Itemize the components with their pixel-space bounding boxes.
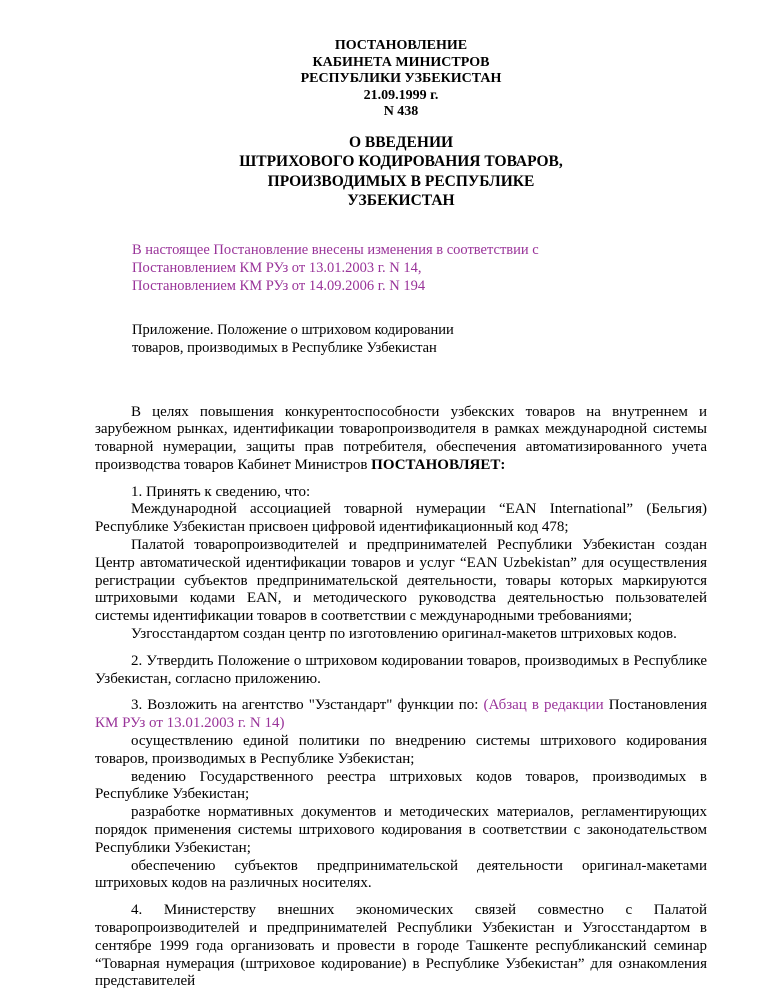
doc-title-line: ПРОИЗВОДИМЫХ В РЕСПУБЛИКЕ bbox=[267, 172, 535, 190]
amendment-note-line-ref-2006: Постановлением КМ РУз от 14.09.2006 г. N 194 bbox=[132, 277, 426, 294]
amendment-note-line-ref-2003: Постановлением КМ РУз от 13.01.2003 г. N 14, bbox=[132, 259, 422, 276]
paragraph-item4: 4. Министерству внешних экономических связей совместно с Палатой товаропроизводителей и предпринимателей Республики Узбекистан и Узгосстандартом в сентябре 1999 года организовать и провести в городе Ташкенте республиканский семинар “Товарная нумерация (штриховое кодирование) в Республике Узбекистан” для ознакомления представителей bbox=[95, 902, 707, 990]
doc-header-line-cabinet: КАБИНЕТА МИНИСТРОВ bbox=[312, 54, 490, 70]
paragraph-intro bbox=[95, 404, 707, 475]
doc-header-line-authority: ПОСТАНОВЛЕНИЕ bbox=[334, 38, 468, 53]
paragraph-item3-sub4: обеспечению субъектов предпринимательской деятельности оригинал-макетами штриховых кодов на различных носителях. bbox=[95, 857, 707, 892]
paragraph-item1-head: 1. Принять к сведению, что: bbox=[131, 483, 311, 500]
doc-header-line-number: N 438 bbox=[383, 104, 419, 119]
doc-title-line: О ВВЕДЕНИИ bbox=[348, 133, 454, 151]
paragraph-item3-sub1: осуществлению единой политики по внедрению системы штрихового кодирования товаров, производимых в Республике Узбекистан; bbox=[95, 733, 707, 767]
paragraph-intro-text: В целях повышения конкурентоспособности узбекских товаров на внутреннем и зарубежном рынках, идентификации товаропроизводителя в рамках международной системы товарной нумерации, защиты прав потребителя, обеспечения автоматизированного учета производства товаров Кабинет Министров bbox=[95, 403, 707, 473]
annex-note-line: товаров, производимых в Республике Узбекистан bbox=[132, 339, 437, 356]
annex-note-line: Приложение. Положение о штриховом кодировании bbox=[132, 321, 454, 338]
paragraph-item3-amendment-open: (Абзац в редакции bbox=[483, 697, 609, 714]
paragraph-item1-sub1: Международной ассоциацией товарной нумерации “EAN International” (Бельгия) Республике Узбекистан присвоен цифровой идентификационный код 478; bbox=[95, 501, 707, 536]
paragraph-item1-sub2: Палатой товаропроизводителей и предпринимателей Республики Узбекистан создан Центр автоматической идентификации товаров и услуг “EAN Uzbekistan” для осуществления регистрации субъектов предпринимательской деятельности, товары которых маркируются штриховыми кодами EAN, и методического руководства деятельностью пользователей системы идентификации товаров в соответствии с международными требованиями; bbox=[95, 537, 707, 625]
doc-title-line: ШТРИХОВОГО КОДИРОВАНИЯ ТОВАРОВ, bbox=[239, 153, 563, 170]
doc-title bbox=[95, 133, 707, 211]
paragraph-item3-amendment-ref: КМ РУз от 13.01.2003 г. N 14) bbox=[95, 715, 285, 732]
doc-title-line: УЗБЕКИСТАН bbox=[347, 192, 455, 209]
amendment-note bbox=[132, 241, 707, 295]
paragraph-item2: 2. Утвердить Положение о штриховом кодировании товаров, производимых в Республике Узбекистан, согласно приложению. bbox=[95, 652, 707, 687]
paragraph-item3-sub2: ведению Государственного реестра штриховых кодов товаров, производимых в Республике Узбекистан; bbox=[95, 768, 707, 803]
amendment-note-line: В настоящее Постановление внесены изменения в соответствии с bbox=[132, 241, 539, 258]
document-page bbox=[95, 0, 707, 991]
doc-body bbox=[95, 404, 707, 992]
paragraph-item3-plain: Постановления bbox=[608, 697, 707, 714]
doc-header-line-republic: РЕСПУБЛИКИ УЗБЕКИСТАН bbox=[300, 71, 502, 86]
paragraph-intro-resolves-bold: ПОСТАНОВЛЯЕТ: bbox=[371, 456, 506, 473]
paragraph-item3-head bbox=[95, 697, 707, 733]
doc-header-line-date: 21.09.1999 г. bbox=[363, 87, 439, 103]
paragraph-item3-sub3: разработке нормативных документов и методических материалов, регламентирующих порядок применения системы штрихового кодирования в соответствии с законодательством Республики Узбекистан; bbox=[95, 804, 707, 856]
paragraph-item1-sub3: Узгосстандартом создан центр по изготовлению оригинал-макетов штриховых кодов. bbox=[131, 626, 677, 643]
annex-note bbox=[132, 321, 707, 357]
doc-header bbox=[95, 38, 707, 121]
paragraph-item3-text: 3. Возложить на агентство "Узстандарт" функции по: bbox=[131, 697, 484, 714]
